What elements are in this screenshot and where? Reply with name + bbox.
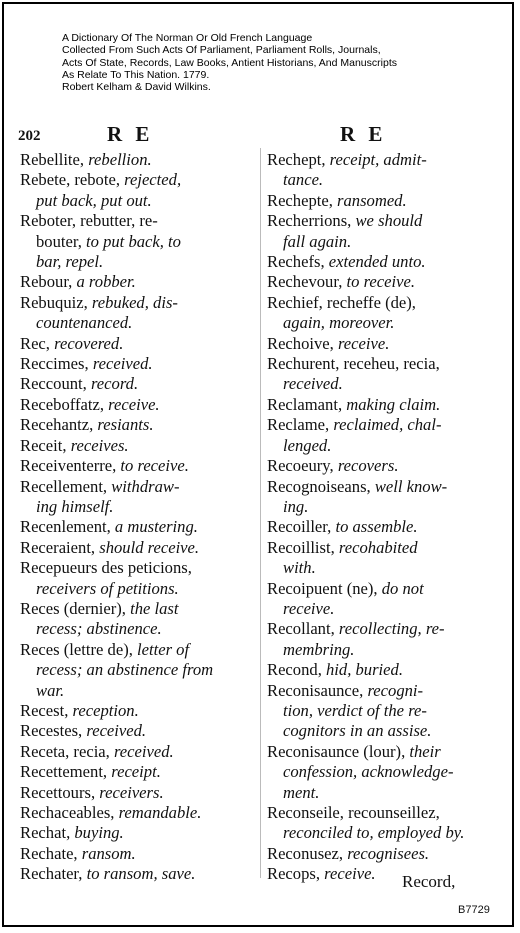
entry-line bbox=[20, 721, 252, 741]
entry-headword: Rebour, bbox=[20, 272, 77, 292]
entry-line bbox=[267, 701, 507, 721]
entry-headword: Rechate, bbox=[20, 843, 82, 863]
entry-headword: Reconseile, recounseillez, bbox=[267, 803, 440, 822]
dictionary-entry bbox=[20, 517, 252, 537]
entry-line bbox=[20, 517, 252, 537]
dictionary-entry bbox=[20, 415, 252, 435]
entry-line bbox=[267, 517, 507, 537]
entry-headword: Receraient, bbox=[20, 537, 100, 557]
entry-headword: Reconusez, bbox=[267, 843, 348, 863]
dictionary-entry bbox=[20, 150, 252, 170]
entry-headword: Reccimes, bbox=[20, 354, 93, 374]
dictionary-entry bbox=[267, 579, 507, 620]
entry-definition: receives. bbox=[70, 435, 129, 455]
entry-line bbox=[267, 599, 507, 619]
entry-definition: bar, repel. bbox=[36, 252, 104, 272]
entry-line bbox=[267, 374, 507, 394]
dictionary-entry bbox=[267, 517, 507, 537]
entry-headword: Rechefs, bbox=[267, 252, 329, 272]
entry-line bbox=[267, 660, 507, 680]
dictionary-entry bbox=[267, 864, 507, 884]
entry-line bbox=[20, 619, 252, 639]
dictionary-entry bbox=[267, 252, 507, 272]
entry-line bbox=[20, 844, 252, 864]
entry-headword: Rechaceables, bbox=[20, 803, 119, 822]
header-line: As Relate To This Nation. 1779. bbox=[62, 68, 210, 81]
entry-headword: Reces (lettre de), bbox=[20, 639, 138, 659]
dictionary-entry bbox=[20, 272, 252, 292]
dictionary-entry bbox=[267, 619, 507, 660]
entry-definition: to ransom, save. bbox=[86, 864, 196, 884]
scan-code: B7729 bbox=[458, 904, 490, 916]
entry-line bbox=[20, 170, 252, 190]
running-head bbox=[0, 122, 520, 148]
entry-headword: Receboffatz, bbox=[20, 394, 109, 414]
entry-definition: recohabited bbox=[338, 537, 418, 557]
entry-line bbox=[20, 252, 252, 272]
header-line: Acts Of State, Records, Law Books, Antient Historians, And Manuscripts bbox=[62, 56, 397, 69]
entry-definition: ing. bbox=[283, 496, 309, 516]
entry-definition: cognitors in an assise. bbox=[283, 721, 432, 741]
entry-definition: to receive. bbox=[120, 456, 189, 476]
entry-headword: Reconisaunce (lour), bbox=[267, 741, 410, 761]
entry-definition: receive. bbox=[108, 394, 160, 414]
entry-line bbox=[267, 477, 507, 497]
entry-line bbox=[20, 742, 252, 762]
entry-definition: hid, buried. bbox=[326, 660, 403, 680]
entry-line bbox=[20, 538, 252, 558]
entry-headword: Recestes, bbox=[20, 721, 87, 741]
entry-definition: buying. bbox=[74, 823, 124, 843]
header-line: Collected From Such Acts Of Parliament, Parliament Rolls, Journals, bbox=[62, 44, 381, 57]
entry-definition: war. bbox=[36, 680, 65, 700]
entry-headword: Reccount, bbox=[20, 374, 91, 394]
entry-headword: Recollant, bbox=[267, 619, 339, 639]
entry-definition: rebuked, dis- bbox=[91, 292, 178, 312]
entry-headword: Recettement, bbox=[20, 762, 112, 782]
document-header bbox=[62, 32, 502, 93]
entry-headword: Recettours, bbox=[20, 782, 100, 802]
entry-definition: we should bbox=[355, 211, 423, 231]
entry-line bbox=[20, 701, 252, 721]
entry-line bbox=[267, 354, 507, 374]
dictionary-entry bbox=[20, 742, 252, 762]
entry-definition: record. bbox=[90, 374, 139, 394]
entry-line bbox=[20, 660, 252, 680]
entry-line bbox=[20, 211, 252, 231]
entry-line bbox=[20, 374, 252, 394]
entry-line bbox=[20, 681, 252, 701]
entry-definition: withdraw- bbox=[111, 476, 180, 496]
dictionary-entry bbox=[20, 395, 252, 415]
entry-headword: Recellement, bbox=[20, 476, 112, 496]
entry-line bbox=[20, 640, 252, 660]
dictionary-entry bbox=[267, 456, 507, 476]
entry-line bbox=[267, 436, 507, 456]
entry-definition: a mustering. bbox=[114, 517, 198, 537]
entry-line bbox=[20, 334, 252, 354]
entry-headword: Reces (dernier), bbox=[20, 598, 131, 618]
catchword: Record, bbox=[402, 872, 456, 891]
dictionary-entry bbox=[20, 538, 252, 558]
entry-line bbox=[267, 844, 507, 864]
entry-line bbox=[20, 456, 252, 476]
dictionary-entry bbox=[20, 721, 252, 741]
entry-definition: to assemble. bbox=[335, 517, 418, 537]
entry-definition: letter of bbox=[137, 639, 190, 659]
dictionary-entry bbox=[267, 150, 507, 191]
entry-definition: received. bbox=[283, 374, 343, 394]
entry-definition: receive. bbox=[283, 598, 335, 618]
entry-line bbox=[267, 681, 507, 701]
entry-definition: a robber. bbox=[76, 272, 136, 292]
dictionary-entry bbox=[20, 783, 252, 803]
entry-headword: Reboter, rebutter, re- bbox=[20, 211, 158, 231]
entry-headword: Reclame, bbox=[267, 415, 334, 435]
dictionary-entry bbox=[267, 538, 507, 579]
entry-definition: recovers. bbox=[337, 456, 399, 476]
entry-definition: remandable. bbox=[118, 803, 202, 822]
entry-definition: put back, put out. bbox=[36, 190, 152, 210]
entry-headword: bouter, bbox=[36, 231, 87, 251]
entry-line bbox=[20, 599, 252, 619]
entry-line bbox=[267, 823, 507, 843]
dictionary-entry bbox=[267, 660, 507, 680]
entry-definition: well know- bbox=[374, 476, 448, 496]
entry-definition: resiants. bbox=[97, 415, 154, 435]
entry-line bbox=[267, 334, 507, 354]
entry-line bbox=[267, 211, 507, 231]
entry-line bbox=[267, 742, 507, 762]
entry-definition: recogni- bbox=[367, 680, 424, 700]
entry-line bbox=[267, 783, 507, 803]
entry-line bbox=[267, 640, 507, 660]
entry-line bbox=[267, 232, 507, 252]
entry-headword: Reclamant, bbox=[267, 394, 347, 414]
entry-definition: rejected, bbox=[124, 170, 182, 190]
entry-headword: Recepueurs des peticions, bbox=[20, 558, 192, 578]
entry-definition: receive. bbox=[324, 864, 376, 884]
dictionary-entry bbox=[20, 374, 252, 394]
entry-definition: making claim. bbox=[346, 394, 441, 414]
entry-headword: Recehantz, bbox=[20, 415, 98, 435]
entry-definition: received. bbox=[86, 721, 147, 741]
entry-definition: recollecting, re- bbox=[338, 619, 445, 639]
entry-definition: tance. bbox=[283, 170, 324, 190]
dictionary-entry bbox=[267, 415, 507, 456]
entry-definition: receivers of petitions. bbox=[36, 578, 179, 598]
entry-line bbox=[20, 579, 252, 599]
dictionary-entry bbox=[20, 211, 252, 272]
entry-definition: ment. bbox=[283, 782, 320, 802]
entry-line bbox=[267, 313, 507, 333]
entry-definition: ransomed. bbox=[337, 190, 407, 210]
dictionary-entry bbox=[20, 844, 252, 864]
entry-definition: tion, verdict of the re- bbox=[283, 700, 427, 720]
entry-line bbox=[267, 456, 507, 476]
dictionary-entry bbox=[20, 558, 252, 599]
entry-line bbox=[267, 191, 507, 211]
entry-definition: to put back, to bbox=[86, 231, 181, 251]
entry-headword: Reconisaunce, bbox=[267, 680, 368, 700]
entry-headword: Rechevour, bbox=[267, 272, 347, 292]
entry-definition: recognisees. bbox=[347, 843, 430, 863]
entry-headword: Receit, bbox=[20, 435, 71, 455]
dictionary-entry bbox=[20, 762, 252, 782]
column-divider bbox=[260, 148, 261, 878]
entry-line bbox=[267, 252, 507, 272]
dictionary-entry bbox=[267, 681, 507, 742]
entry-line bbox=[267, 558, 507, 578]
entry-line bbox=[20, 762, 252, 782]
entry-headword: Recoipuent (ne), bbox=[267, 578, 382, 598]
entry-line bbox=[20, 783, 252, 803]
entry-definition: rebellion. bbox=[88, 150, 152, 169]
dictionary-entry bbox=[20, 823, 252, 843]
entry-line bbox=[267, 170, 507, 190]
dictionary-entry bbox=[20, 599, 252, 640]
entry-definition: receivers. bbox=[99, 782, 164, 802]
dictionary-entry bbox=[267, 354, 507, 395]
entry-line bbox=[20, 823, 252, 843]
entry-line bbox=[20, 477, 252, 497]
entry-definition: reconciled to, employed by. bbox=[283, 823, 465, 843]
entry-line bbox=[20, 864, 252, 884]
entry-headword: Rechepte, bbox=[267, 190, 338, 210]
entry-headword: Receta, recia, bbox=[20, 741, 114, 761]
dictionary-entry bbox=[267, 395, 507, 415]
entry-definition: recess; an abstinence from bbox=[36, 660, 214, 680]
entry-line bbox=[20, 232, 252, 252]
entry-definition: should receive. bbox=[99, 537, 200, 557]
entry-headword: Recoillist, bbox=[267, 537, 339, 557]
entry-line bbox=[267, 864, 507, 884]
entry-definition: the last bbox=[130, 598, 179, 618]
dictionary-entry bbox=[20, 436, 252, 456]
entry-line bbox=[267, 293, 507, 313]
entry-line bbox=[20, 150, 252, 170]
entry-definition: countenanced. bbox=[36, 313, 133, 333]
dictionary-entry bbox=[20, 640, 252, 701]
entry-headword: Rechurent, receheu, recia, bbox=[267, 354, 440, 374]
entry-headword: Rebete, rebote, bbox=[20, 170, 125, 190]
left-column bbox=[20, 150, 252, 885]
dictionary-entry bbox=[267, 334, 507, 354]
page-number: 202 bbox=[18, 128, 41, 144]
dictionary-entry bbox=[267, 191, 507, 211]
entry-definition: receipt. bbox=[111, 762, 161, 782]
entry-definition: lenged. bbox=[283, 435, 332, 455]
entry-headword: Rechief, recheffe (de), bbox=[267, 292, 416, 312]
entry-headword: Recherrions, bbox=[267, 211, 356, 231]
entry-headword: Receiventerre, bbox=[20, 456, 121, 476]
entry-headword: Rechoive, bbox=[267, 333, 338, 353]
entry-headword: Recenlement, bbox=[20, 517, 115, 537]
entry-line bbox=[20, 497, 252, 517]
dictionary-entry bbox=[267, 742, 507, 803]
entry-line bbox=[20, 803, 252, 823]
entry-headword: Rechept, bbox=[267, 150, 330, 169]
entry-definition: again, moreover. bbox=[283, 313, 395, 333]
dictionary-entry bbox=[20, 803, 252, 823]
entry-definition: received. bbox=[113, 741, 174, 761]
entry-definition: receive. bbox=[337, 333, 390, 353]
entry-line bbox=[267, 762, 507, 782]
entry-line bbox=[20, 558, 252, 578]
entry-line bbox=[267, 272, 507, 292]
entry-headword: Recognoiseans, bbox=[267, 476, 375, 496]
entry-definition: fall again. bbox=[283, 231, 352, 251]
entry-headword: Recest, bbox=[20, 700, 73, 720]
entry-headword: Recops, bbox=[267, 864, 325, 884]
entry-headword: Recoeury, bbox=[267, 456, 338, 476]
entry-definition: reception. bbox=[72, 700, 139, 720]
entry-definition: ransom. bbox=[81, 843, 136, 863]
running-head-left: R E bbox=[107, 122, 154, 146]
entry-line bbox=[267, 395, 507, 415]
dictionary-entry bbox=[20, 170, 252, 211]
entry-headword: Rebellite, bbox=[20, 150, 89, 169]
entry-headword: Rec, bbox=[20, 333, 55, 353]
right-column bbox=[267, 150, 507, 885]
entry-line bbox=[20, 313, 252, 333]
entry-definition: ing himself. bbox=[36, 496, 114, 516]
entry-line bbox=[20, 436, 252, 456]
entry-line bbox=[267, 538, 507, 558]
dictionary-entry bbox=[20, 354, 252, 374]
entry-headword: Recoiller, bbox=[267, 517, 336, 537]
entry-headword: Rechat, bbox=[20, 823, 75, 843]
entry-line bbox=[267, 803, 507, 823]
header-line: Robert Kelham & David Wilkins. bbox=[62, 81, 211, 94]
entry-definition: with. bbox=[283, 558, 316, 578]
dictionary-entry bbox=[267, 211, 507, 252]
dictionary-entry bbox=[267, 803, 507, 844]
dictionary-entry bbox=[267, 293, 507, 334]
entry-line bbox=[267, 721, 507, 741]
entry-definition: to receive. bbox=[346, 272, 415, 292]
dictionary-entry bbox=[267, 477, 507, 518]
entry-definition: receipt, admit- bbox=[329, 150, 427, 169]
running-head-right: R E bbox=[340, 122, 387, 146]
entry-definition: recess; abstinence. bbox=[36, 619, 162, 639]
entry-headword: Recond, bbox=[267, 660, 326, 680]
entry-line bbox=[267, 579, 507, 599]
entry-definition: recovered. bbox=[54, 333, 124, 353]
entry-definition: extended unto. bbox=[328, 252, 426, 272]
entry-definition: received. bbox=[92, 354, 153, 374]
entry-line bbox=[267, 619, 507, 639]
entry-headword: Rebuquiz, bbox=[20, 292, 92, 312]
dictionary-entry bbox=[20, 864, 252, 884]
dictionary-entry bbox=[267, 272, 507, 292]
dictionary-entry bbox=[20, 477, 252, 518]
dictionary-entry bbox=[20, 334, 252, 354]
entry-definition: reclaimed, chal- bbox=[333, 415, 442, 435]
entry-line bbox=[20, 272, 252, 292]
entry-headword: Rechater, bbox=[20, 864, 87, 884]
entry-line bbox=[20, 293, 252, 313]
entry-line bbox=[20, 415, 252, 435]
entry-definition: confession, acknowledge- bbox=[283, 762, 454, 782]
entry-line bbox=[20, 395, 252, 415]
entry-definition: their bbox=[409, 741, 441, 761]
entry-definition: membring. bbox=[283, 639, 355, 659]
entry-line bbox=[20, 191, 252, 211]
entry-line bbox=[267, 150, 507, 170]
dictionary-entry bbox=[20, 701, 252, 721]
header-line: A Dictionary Of The Norman Or Old French Language bbox=[62, 32, 313, 44]
entry-line bbox=[267, 497, 507, 517]
dictionary-entry bbox=[20, 293, 252, 334]
entry-definition: do not bbox=[381, 578, 424, 598]
entry-line bbox=[267, 415, 507, 435]
dictionary-entry bbox=[20, 456, 252, 476]
entry-line bbox=[20, 354, 252, 374]
dictionary-entry bbox=[267, 844, 507, 864]
